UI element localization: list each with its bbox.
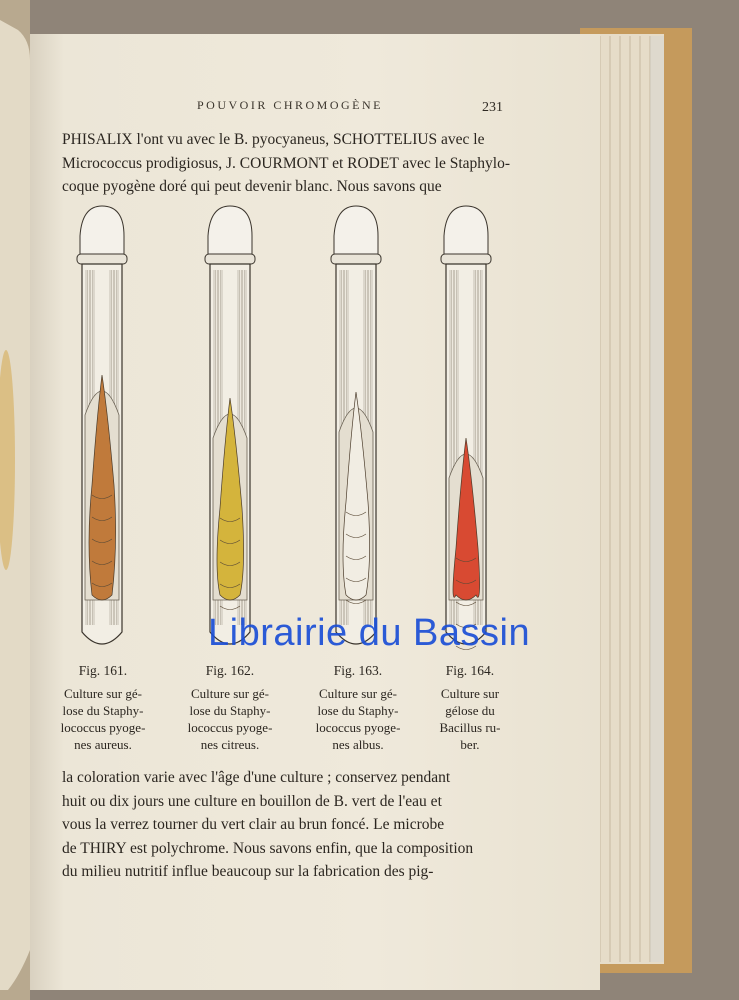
text-line: la coloration varie avec l'âge d'une culture ; conservez pendant [62, 769, 451, 786]
text-line: coque pyogène doré qui peut devenir blanc. Nous savons que [62, 178, 442, 195]
figure-caption-text: Culture sur gé- lose du Staphy- lococcus pyoge- nes albus. [315, 686, 401, 752]
test-tube [77, 206, 127, 644]
running-head: POUVOIR CHROMOGÈNE [196, 98, 383, 112]
test-tube [205, 206, 255, 644]
figure-161-caption [48, 662, 158, 753]
page-number: 231 [482, 100, 503, 115]
tube-rim [441, 254, 491, 264]
figure-number: Fig. 164. [445, 663, 495, 678]
figure-number: Fig. 161. [78, 663, 128, 678]
figure-number: Fig. 162. [205, 663, 255, 678]
tube-rim [331, 254, 381, 264]
figure-caption-text: Culture sur gé- lose du Staphy- lococcus pyoge- nes citreus. [187, 686, 273, 752]
figure-number: Fig. 163. [333, 663, 383, 678]
figure-163-caption [303, 662, 413, 753]
figure-caption-text: Culture sur gé- lose du Staphy- lococcus pyoge- nes aureus. [60, 686, 146, 752]
test-tube [331, 206, 381, 644]
figure-caption-text: Culture sur gélose du Bacillus ru- ber. [439, 686, 501, 752]
cotton-plug [444, 206, 488, 258]
text-line: de THIRY est polychrome. Nous savons enfin, que la composition [62, 839, 474, 857]
watermark: Librairie du Bassin [208, 612, 531, 654]
cotton-plug [80, 206, 124, 258]
bottom-paragraph [62, 766, 514, 884]
cotton-plug [208, 206, 252, 258]
figure-164-caption [415, 662, 525, 753]
text-line: huit ou dix jours une culture en bouillon de B. vert de l'eau et [62, 792, 442, 810]
cotton-plug [334, 206, 378, 258]
text-line: du milieu nutritif influe beaucoup sur la fabrication des pig- [62, 863, 434, 880]
text-line: PHISALIX l'ont vu avec le B. pyocyaneus, SCHOTTELIUS avec le [62, 131, 485, 148]
tube-rim [205, 254, 255, 264]
text-line: Micrococcus prodigiosus, J. COURMONT et RODET avec le Staphylo- [62, 154, 511, 172]
tube-rim [77, 254, 127, 264]
text-line: vous la verrez tourner du vert clair au brun foncé. Le microbe [62, 816, 445, 833]
test-tube [441, 206, 491, 650]
figure-162-caption [175, 662, 285, 753]
